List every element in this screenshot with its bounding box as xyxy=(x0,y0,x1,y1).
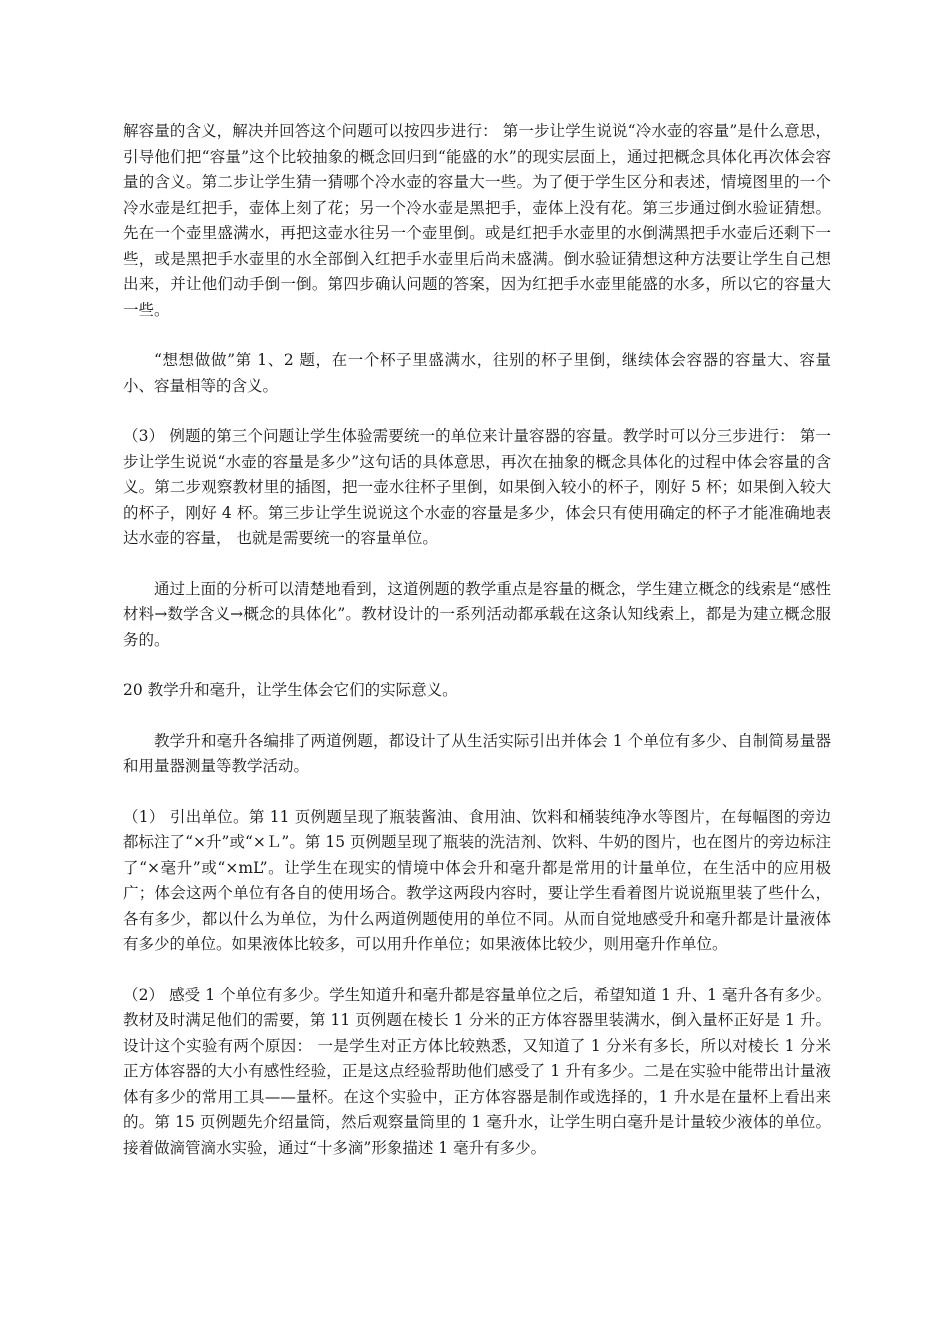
document-page xyxy=(123,119,831,1186)
paragraph-liter-milliliter-intro: 教学升和毫升各编排了两道例题，都设计了从生活实际引出并体会 1 个单位有多少、自制简易量器和用量器测量等教学活动。 xyxy=(123,731,831,775)
paragraph-example-question-3: （3） 例题的第三个问题让学生体验需要统一的单位来计量容器的容量。教学时可以分三步进行： 第一步让学生说说“水壶的容量是多少”这句话的具体意思，再次在抽象的概念具体化的过程中体会容量的含义。第二步观察教材里的插图，把一壶水往杯子里倒，如果倒入较小的杯子，刚好 5 杯；如果倒入较大的杯子，刚好 4 杯。第三步让学生说说这个水壶的容量是多少，体会只有使用确定的杯子才能准确地表达水壶的容量， 也就是需要统一的容量单位。 xyxy=(123,427,831,547)
paragraph-analysis-summary: 通过上面的分析可以清楚地看到，这道例题的教学重点是容量的概念，学生建立概念的线索是“感性材料→数学含义→概念的具体化”。教材设计的一系列活动都承载在这条认知线索上，都是为建立概念服务的。 xyxy=(123,579,831,649)
paragraph-feel-one-unit: （2） 感受 1 个单位有多少。学生知道升和毫升都是容量单位之后，希望知道 1 升、1 毫升各有多少。教材及时满足他们的需要，第 11 页例题在棱长 1 分米的正方体容器里装满水，倒入量杯正好是 1 升。设计这个实验有两个原因： 一是学生对正方体比较熟悉，又知道了 1 分米有多长，所以对棱长 1 分米正方体容器的大小有感性经验，正是这点经验帮助他们感受了 1 升有多少。二是在实验中能带出计量液体有多少的常用工具——量杯。在这个实验中，正方体容器是制作或选择的，1 升水是在量杯上看出来的。第 15 页例题先介绍量筒，然后观察量筒里的 1 毫升水，让学生明白毫升是计量较少液体的单位。接着做滴管滴水实验，通过“十多滴”形象描述 1 毫升有多少。 xyxy=(123,985,831,1157)
paragraph-think-and-do: “想想做做”第 1、2 题，在一个杯子里盛满水，往别的杯子里倒，继续体会容器的容量大、容量小、容量相等的含义。 xyxy=(123,351,831,395)
section-heading-20: 20 教学升和毫升，让学生体会它们的实际意义。 xyxy=(123,681,458,699)
paragraph-capacity-steps: 解容量的含义，解决并回答这个问题可以按四步进行： 第一步让学生说说“冷水壶的容量”是什么意思，引导他们把“容量”这个比较抽象的概念回归到“能盛的水”的现实层面上，通过把概念具体化再次体会容量的含义。第二步让学生猜一猜哪个冷水壶的容量大一些。为了便于学生区分和表述，情境图里的一个冷水壶是红把手，壶体上刻了花；另一个冷水壶是黑把手，壶体上没有花。第三步通过倒水验证猜想。先在一个壶里盛满水，再把这壶水往另一个壶里倒。或是红把手水壶里的水倒满黑把手水壶后还剩下一些，或是黑把手水壶里的水全部倒入红把手水壶里后尚未盛满。倒水验证猜想这种方法要让学生自己想出来，并让他们动手倒一倒。第四步确认问题的答案，因为红把手水壶里能盛的水多，所以它的容量大一些。 xyxy=(123,122,831,319)
paragraph-introduce-units: （1） 引出单位。第 11 页例题呈现了瓶装酱油、食用油、饮料和桶装纯净水等图片，在每幅图的旁边都标注了“×升”或“×Ｌ”。第 15 页例题呈现了瓶装的洗洁剂、饮料、牛奶的图片，也在图片的旁边标注了“×毫升”或“×mL”。让学生在现实的情境中体会升和毫升都是常用的计量单位，在生活中的应用极广；体会这两个单位有各自的使用场合。教学这两段内容时，要让学生看着图片说说瓶里装了些什么，各有多少，都以什么为单位，为什么两道例题使用的单位不同。从而自觉地感受升和毫升都是计量液体有多少的单位。如果液体比较多，可以用升作单位；如果液体比较少，则用毫升作单位。 xyxy=(123,807,831,953)
